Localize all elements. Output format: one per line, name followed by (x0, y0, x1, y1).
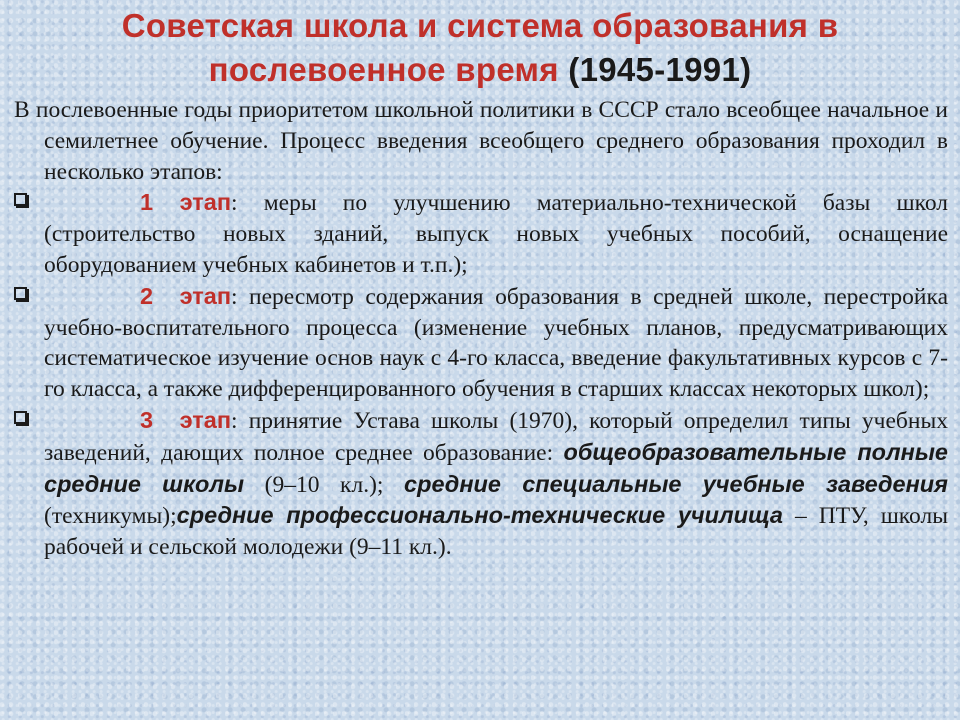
stage-3-item (14, 405, 948, 563)
intro-paragraph: В послевоенные годы приоритетом школьной политики в СССР стало всеобщее начальное и семилетнее обучение. Процесс введения всеобщего среднего образования проходил в несколько этапов: (14, 97, 948, 185)
school-type-vocational: средние профессионально-технические училища (176, 502, 783, 529)
stage-1-label: 1 этап (140, 189, 232, 216)
title-line-2: послевоенное время (208, 51, 559, 88)
title-line-1: Советская школа и система образования в (121, 7, 839, 44)
page-title (0, 0, 960, 92)
stage-2-text: : пересмотр содержания образования в средней школе, перестройка учебно-воспитательного процесса (изменение учебных планов, предусматривающих систематическое изучение основ наук с 4-го класса, введение факультативных курсов с 7-го класса, а также дифференцированного обучения в старших классах некоторых школ); (44, 283, 948, 403)
stage-1-text: : меры по улучшению материально-технической базы школ (строительство новых зданий, выпуск новых учебных пособий, оснащение оборудованием учебных кабинетов и т.п.); (44, 190, 948, 278)
stage-2-item (14, 281, 948, 405)
stage-3-text-2: (9–10 кл.); (244, 471, 405, 498)
slide-body (14, 95, 948, 563)
stage-3-label: 3 этап (140, 406, 232, 433)
stage-3-text-4: – ПТУ, школы рабочей и сельской молодежи (9–11 кл.). (44, 503, 948, 561)
stage-3-text-3: (техникумы); (44, 503, 177, 530)
stage-3-text: : принятие Устава школы (1970), который определил типы учебных заведений, дающих полное среднее образование: (44, 407, 948, 466)
stage-1-item (14, 187, 948, 280)
stage-2-label: 2 этап (140, 282, 232, 309)
school-type-general: общеобразовательные полные средние школы (44, 438, 948, 497)
title-years: (1945-1991) (568, 51, 752, 88)
hollow-square-bullet-icon (14, 287, 27, 300)
hollow-square-bullet-icon (14, 193, 27, 206)
school-type-special: средние специальные учебные заведения (404, 470, 948, 497)
hollow-square-bullet-icon (14, 411, 27, 424)
